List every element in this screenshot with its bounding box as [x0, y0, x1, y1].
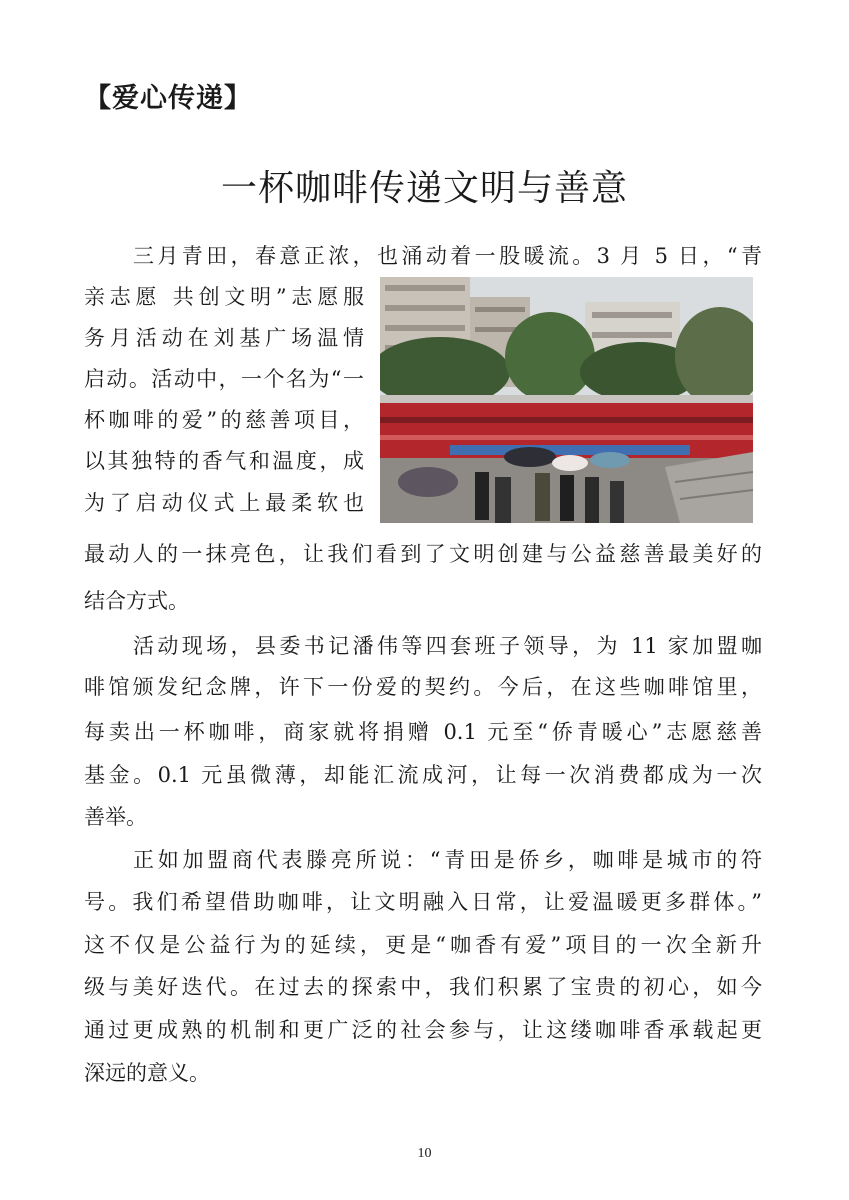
paragraph-1-line: 以其独特的香气和温度，成	[84, 449, 364, 473]
event-photo	[380, 277, 753, 523]
paragraph-2-line: 活动现场，县委书记潘伟等四套班子领导，为 11 家加盟咖	[133, 634, 762, 658]
paragraph-1-line: 亲志愿 共创文明”志愿服	[84, 285, 364, 309]
paragraph-1-line: 结合方式。	[84, 589, 189, 613]
paragraph-3-line: 号。我们希望借助咖啡，让文明融入日常，让爱温暖更多群体。”	[84, 890, 762, 914]
paragraph-3-line: 深远的意义。	[84, 1061, 210, 1085]
paragraph-1-line: 务月活动在刘基广场温情	[84, 326, 364, 350]
paragraph-3-line: 级与美好迭代。在过去的探索中，我们积累了宝贵的初心，如今	[84, 975, 762, 999]
paragraph-3-line: 这不仅是公益行为的延续，更是“咖香有爱”项目的一次全新升	[84, 933, 762, 957]
paragraph-2-line: 善举。	[84, 805, 147, 829]
paragraph-1-line: 为了启动仪式上最柔软也	[84, 491, 364, 515]
paragraph-2-line: 每卖出一杯咖啡，商家就将捐赠 0.1 元至“侨青暖心”志愿慈善	[84, 720, 762, 744]
paragraph-1-line: 三月青田，春意正浓，也涌动着一股暖流。3 月 5 日，“青	[133, 244, 762, 268]
article-title: 一杯咖啡传递文明与善意	[220, 168, 628, 209]
paragraph-2-line: 啡馆颁发纪念牌，许下一份爱的契约。今后，在这些咖啡馆里，	[84, 675, 762, 699]
paragraph-1-line: 杯咖啡的爱”的慈善项目，	[84, 408, 364, 432]
paragraph-3-line: 通过更成熟的机制和更广泛的社会参与，让这缕咖啡香承载起更	[84, 1018, 762, 1042]
paragraph-3-line: 正如加盟商代表滕亮所说：“青田是侨乡，咖啡是城市的符	[133, 848, 762, 872]
section-tag: 【爱心传递】	[84, 83, 252, 114]
paragraph-1-line: 最动人的一抹亮色，让我们看到了文明创建与公益慈善最美好的	[84, 542, 762, 566]
page-number: 10	[417, 1146, 432, 1161]
paragraph-2-line: 基金。0.1 元虽微薄，却能汇流成河，让每一次消费都成为一次	[84, 763, 762, 787]
paragraph-1-line: 启动。活动中，一个名为“一	[84, 367, 364, 391]
